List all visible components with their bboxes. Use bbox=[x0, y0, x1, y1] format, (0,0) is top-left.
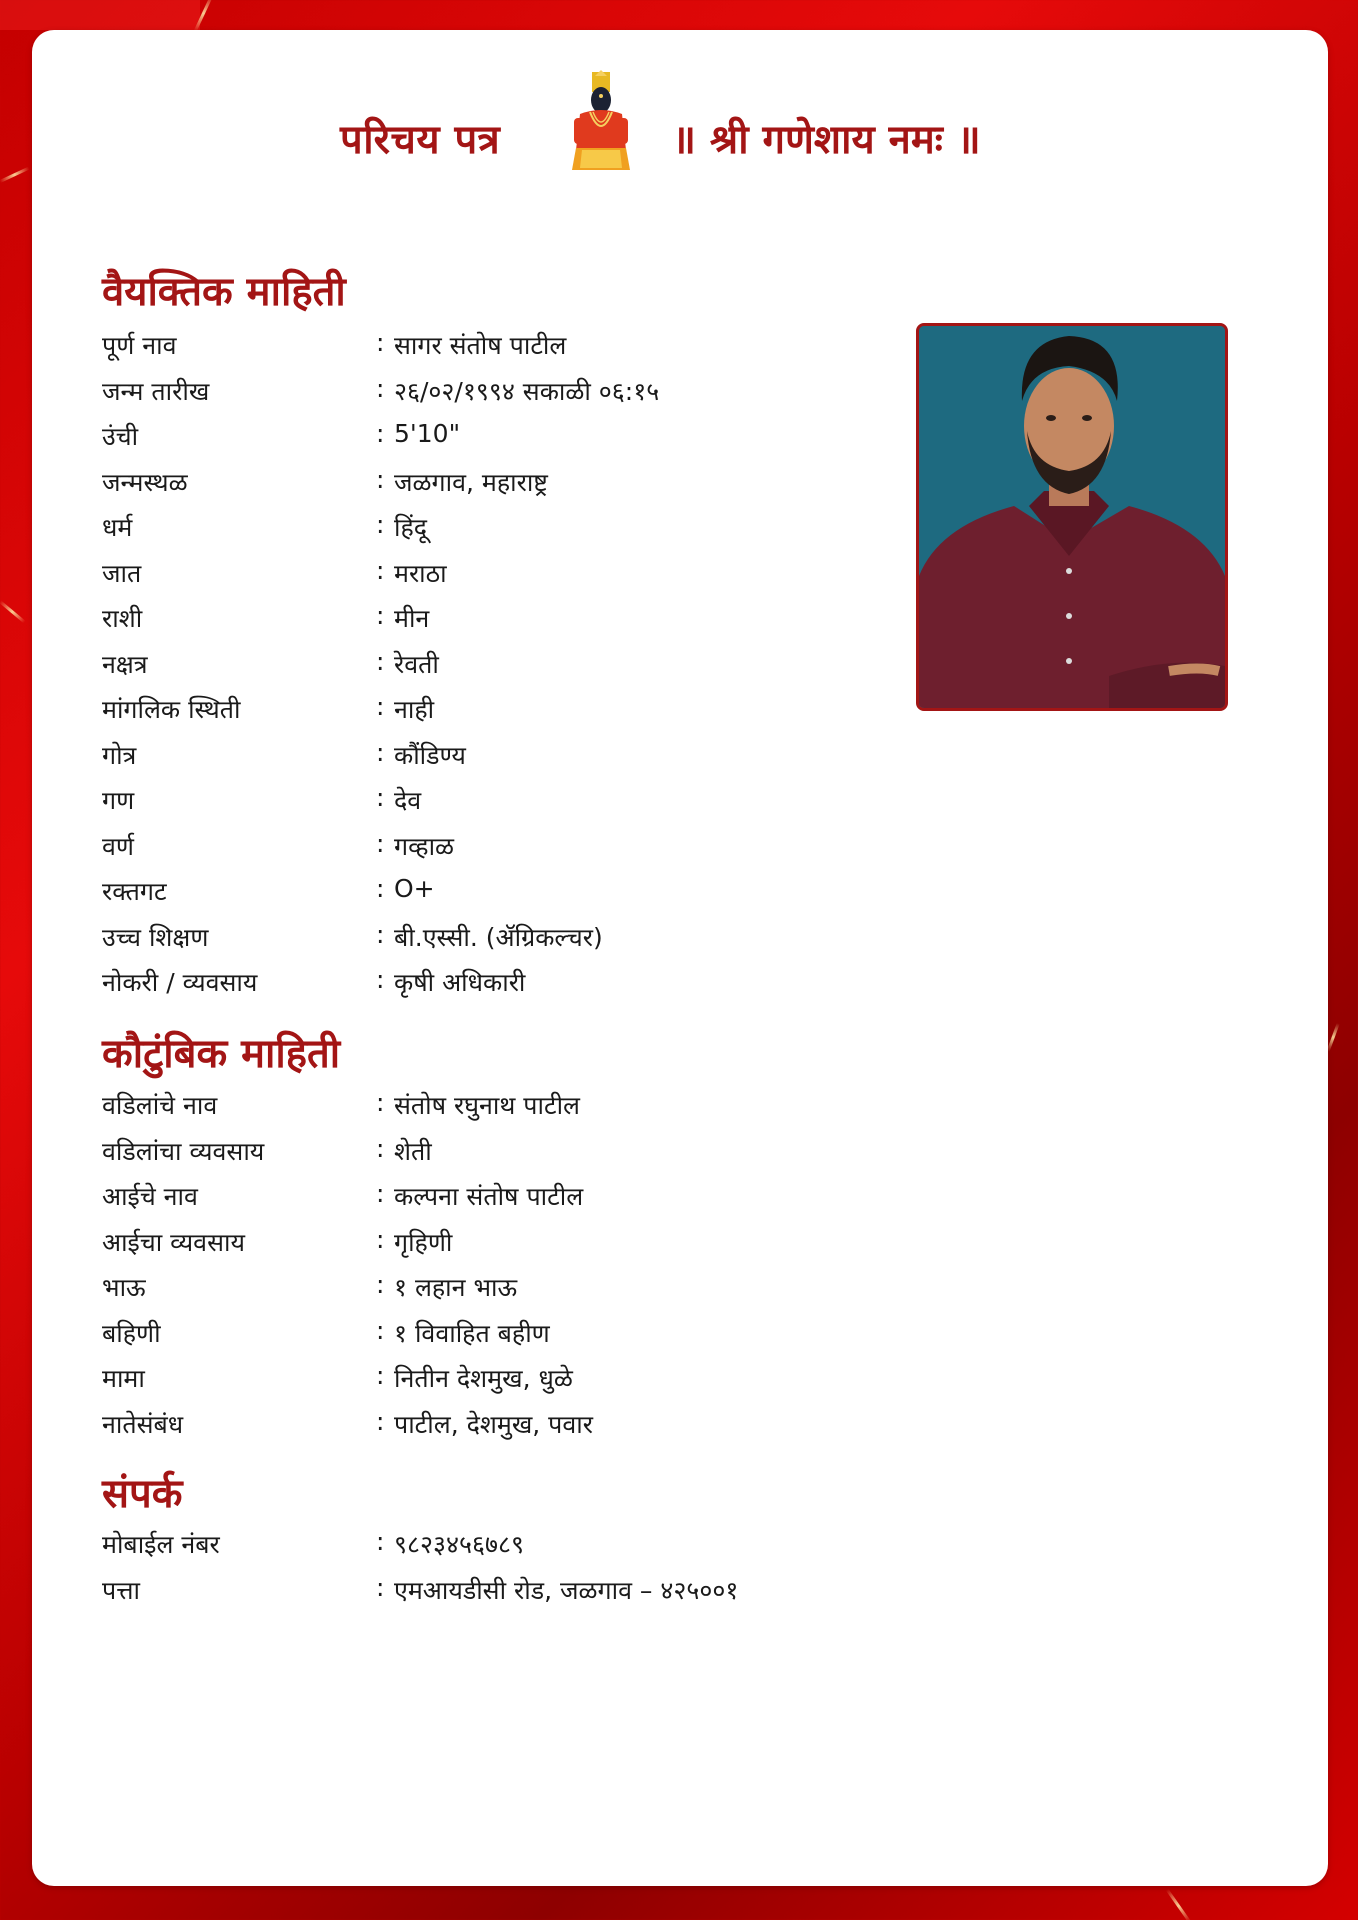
row-separator: : bbox=[376, 783, 385, 812]
info-row bbox=[102, 601, 862, 641]
info-row bbox=[102, 374, 862, 414]
info-row bbox=[102, 1527, 862, 1567]
info-row bbox=[102, 419, 862, 459]
row-separator: : bbox=[376, 1225, 385, 1254]
background-gold-streak bbox=[0, 600, 25, 623]
row-label: वडिलांचा व्यवसाय bbox=[102, 1137, 265, 1166]
row-separator: : bbox=[376, 328, 385, 357]
row-label: जन्म तारीख bbox=[102, 377, 210, 406]
row-separator: : bbox=[376, 965, 385, 994]
row-label: उंची bbox=[102, 422, 139, 451]
row-separator: : bbox=[376, 920, 385, 949]
info-row bbox=[102, 1179, 862, 1219]
row-value: १ लहान भाऊ bbox=[394, 1273, 518, 1302]
info-row bbox=[102, 783, 862, 823]
info-row bbox=[102, 1088, 862, 1128]
info-row bbox=[102, 510, 862, 550]
row-label: राशी bbox=[102, 604, 143, 633]
row-value: हिंदू bbox=[394, 513, 428, 542]
row-value: देव bbox=[394, 786, 422, 815]
row-label: पत्ता bbox=[102, 1576, 140, 1605]
section-title-family: कौटुंबिक माहिती bbox=[102, 1031, 341, 1077]
row-label: भाऊ bbox=[102, 1273, 146, 1302]
invocation-text: ॥ श्री गणेशाय नमः ॥ bbox=[672, 117, 981, 163]
vitthal-deity-icon bbox=[568, 70, 634, 172]
section-title-personal: वैयक्तिक माहिती bbox=[102, 269, 346, 315]
row-separator: : bbox=[376, 692, 385, 721]
row-separator: : bbox=[376, 1573, 385, 1602]
row-value: मीन bbox=[394, 604, 430, 633]
row-value: १ विवाहित बहीण bbox=[394, 1319, 550, 1348]
row-value: O+ bbox=[394, 874, 435, 903]
row-value: नाही bbox=[394, 695, 435, 724]
section-title-contact: संपर्क bbox=[102, 1471, 183, 1517]
row-separator: : bbox=[376, 419, 385, 448]
row-label: जात bbox=[102, 559, 142, 588]
info-row bbox=[102, 738, 862, 778]
row-label: आईचे नाव bbox=[102, 1182, 198, 1211]
row-separator: : bbox=[376, 556, 385, 585]
info-row bbox=[102, 1225, 862, 1265]
row-separator: : bbox=[376, 1270, 385, 1299]
row-value: शेती bbox=[394, 1137, 432, 1166]
row-label: पूर्ण नाव bbox=[102, 331, 177, 360]
row-label: वडिलांचे नाव bbox=[102, 1091, 218, 1120]
mobile-number: ९८२३४५६७८९ bbox=[394, 1530, 525, 1559]
background-gold-streak bbox=[1327, 1023, 1340, 1052]
info-row bbox=[102, 829, 862, 869]
row-value: गव्हाळ bbox=[394, 832, 455, 861]
info-row bbox=[102, 965, 862, 1005]
info-row bbox=[102, 1270, 862, 1310]
row-value: बी.एस्सी. (ॲग्रिकल्चर) bbox=[394, 923, 603, 952]
row-value: सागर संतोष पाटील bbox=[394, 331, 567, 360]
row-separator: : bbox=[376, 1407, 385, 1436]
row-separator: : bbox=[376, 647, 385, 676]
row-label: धर्म bbox=[102, 513, 133, 542]
row-label: आईचा व्यवसाय bbox=[102, 1228, 245, 1257]
row-label: नोकरी / व्यवसाय bbox=[102, 968, 258, 997]
info-row bbox=[102, 465, 862, 505]
row-separator: : bbox=[376, 1134, 385, 1163]
info-row bbox=[102, 328, 862, 368]
row-label: मांगलिक स्थिती bbox=[102, 695, 241, 724]
row-label: नातेसंबंध bbox=[102, 1410, 184, 1439]
row-separator: : bbox=[376, 874, 385, 903]
info-row bbox=[102, 647, 862, 687]
row-separator: : bbox=[376, 510, 385, 539]
header bbox=[0, 70, 1358, 180]
row-label: उच्च शिक्षण bbox=[102, 923, 209, 952]
row-label: नक्षत्र bbox=[102, 650, 148, 679]
document-title: परिचय पत्र bbox=[340, 117, 501, 163]
row-value: 5'10" bbox=[394, 419, 461, 448]
row-label: वर्ण bbox=[102, 832, 134, 861]
row-separator: : bbox=[376, 374, 385, 403]
row-value: कौंडिण्य bbox=[394, 741, 466, 770]
background-facet bbox=[0, 0, 200, 30]
row-value: २६/०२/१९९४ सकाळी ०६:१५ bbox=[394, 377, 660, 406]
row-value: गृहिणी bbox=[394, 1228, 453, 1257]
background-gold-streak bbox=[1166, 1889, 1191, 1920]
info-row bbox=[102, 874, 862, 914]
row-label: मामा bbox=[102, 1364, 145, 1393]
row-value: मराठा bbox=[394, 559, 447, 588]
row-separator: : bbox=[376, 465, 385, 494]
row-separator: : bbox=[376, 738, 385, 767]
row-value: नितीन देशमुख, धुळे bbox=[394, 1364, 573, 1393]
row-value: रेवती bbox=[394, 650, 439, 679]
row-separator: : bbox=[376, 1179, 385, 1208]
info-row bbox=[102, 556, 862, 596]
row-label: गोत्र bbox=[102, 741, 137, 770]
row-label: बहिणी bbox=[102, 1319, 161, 1348]
info-row bbox=[102, 1134, 862, 1174]
profile-photo bbox=[916, 323, 1228, 711]
row-separator: : bbox=[376, 1316, 385, 1345]
address: एमआयडीसी रोड, जळगाव – ४२५००१ bbox=[394, 1576, 739, 1605]
row-separator: : bbox=[376, 1088, 385, 1117]
row-value: कृषी अधिकारी bbox=[394, 968, 526, 997]
row-separator: : bbox=[376, 1361, 385, 1390]
row-label: मोबाईल नंबर bbox=[102, 1530, 220, 1559]
info-row bbox=[102, 920, 862, 960]
row-value: कल्पना संतोष पाटील bbox=[394, 1182, 584, 1211]
info-row bbox=[102, 692, 862, 732]
info-row bbox=[102, 1407, 862, 1447]
row-label: गण bbox=[102, 786, 135, 815]
info-row bbox=[102, 1361, 862, 1401]
row-label: जन्मस्थळ bbox=[102, 468, 188, 497]
info-row bbox=[102, 1316, 862, 1356]
row-value: जळगाव, महाराष्ट्र bbox=[394, 468, 548, 497]
row-separator: : bbox=[376, 1527, 385, 1556]
row-separator: : bbox=[376, 601, 385, 630]
row-separator: : bbox=[376, 829, 385, 858]
info-row bbox=[102, 1573, 862, 1613]
row-label: रक्तगट bbox=[102, 877, 167, 906]
row-value: पाटील, देशमुख, पवार bbox=[394, 1410, 593, 1439]
row-value: संतोष रघुनाथ पाटील bbox=[394, 1091, 580, 1120]
